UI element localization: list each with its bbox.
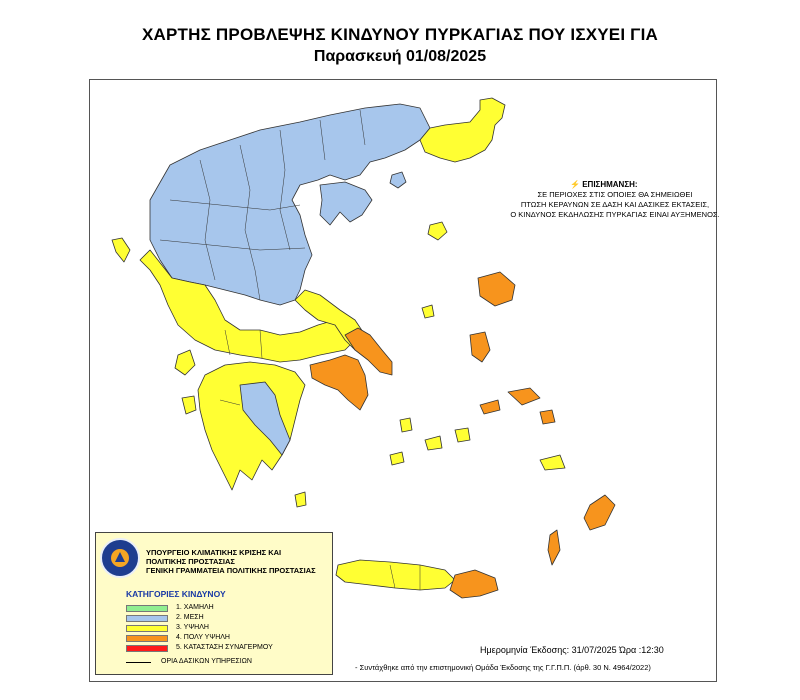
island-kefalonia [175,350,195,375]
ministry-line-2: ΠΟΛΙΤΙΚΗΣ ΠΡΟΣΤΑΣΙΑΣ [146,557,235,566]
legend-label-very-high: 4. ΠΟΛΥ ΥΨΗΛΗ [176,634,230,641]
island-kythira [295,492,306,507]
region-northern-greece [150,104,430,305]
legend-swatch-alert [126,645,168,652]
island-karpathos [548,530,560,565]
legend-label-low: 1. ΧΑΜΗΛΗ [176,604,214,611]
civil-protection-logo [100,538,140,578]
island-skyros [422,305,434,318]
island-chios [470,332,490,362]
warning-line-3: Ο ΚΙΝΔΥΝΟΣ ΕΚΔΗΛΩΣΗΣ ΠΥΡΚΑΓΙΑΣ ΕΙΝΑΙ ΑΥΞΗΜΕΝΟΣ. [510,210,720,219]
ministry-line-1: ΥΠΟΥΡΓΕΙΟ ΚΛΙΜΑΤΙΚΗΣ ΚΡΙΣΗΣ ΚΑΙ [146,548,282,557]
region-crete-west [336,560,455,590]
island-zakynthos [182,396,196,414]
warning-line-2: ΠΤΩΣΗ ΚΕΡΑΥΝΩΝ ΣΕ ΔΑΣΗ ΚΑΙ ΔΑΣΙΚΕΣ ΕΚΤΑΣΕΙΣ, [520,200,710,209]
ministry-line-3: ΓΕΝΙΚΗ ΓΡΑΜΜΑΤΕΙΑ ΠΟΛΙΤΙΚΗΣ ΠΡΟΣΤΑΣΙΑΣ [146,566,316,575]
region-attica [310,355,368,410]
region-peloponnese [198,362,305,490]
issue-date: Ημερομηνία Έκδοσης: 31/07/2025 Ώρα :12:30 [480,645,664,655]
legend-swatch-very-high [126,635,168,642]
lightning-icon: ⚡ [570,180,580,189]
map-title: ΧΑΡΤΗΣ ΠΡΟΒΛΕΨΗΣ ΚΙΝΔΥΝΟΥ ΠΥΡΚΑΓΙΑΣ ΠΟΥ ΙΣΧΥΕΙ ΓΙΑ [141,25,658,44]
categories-title: ΚΑΤΗΓΟΡΙΕΣ ΚΙΝΔΥΝΟΥ [126,589,226,599]
island-corfu [112,238,130,262]
legend-swatch-medium [126,615,168,622]
island-cyclades-4 [390,452,404,465]
region-chalkidiki [320,182,372,225]
forest-border-line [126,662,151,663]
region-crete-east [450,570,498,598]
island-dodecanese-2 [540,455,565,470]
compiled-note: - Συντάχθηκε από την επιστημονική Ομάδα Έκδοσης της Γ.Γ.Π.Π. (άρθ. 30 Ν. 4964/2022) [355,663,651,672]
legend-label-medium: 2. ΜΕΣΗ [176,614,204,621]
island-rhodes [584,495,615,530]
island-lemnos [428,222,447,240]
warning-heading: ΕΠΙΣΗΜΑΝΣΗ: [582,180,638,189]
map-date: Παρασκευή 01/08/2025 [313,48,487,65]
island-cyclades-1 [400,418,412,432]
ministry-name [146,548,316,575]
island-lesvos [478,272,515,306]
island-dodecanese-1 [540,410,555,424]
legend-swatch-high [126,625,168,632]
island-ikaria [480,400,500,414]
island-samos [508,388,540,405]
legend-swatch-low [126,605,168,612]
region-thrace [420,98,505,162]
island-cyclades-3 [455,428,470,442]
island-thasos [390,172,406,188]
legend-label-alert: 5. ΚΑΤΑΣΤΑΣΗ ΣΥΝΑΓΕΡΜΟΥ [176,644,273,651]
legend-label-high: 3. ΥΨΗΛΗ [176,624,209,631]
warning-line-1: ΣΕ ΠΕΡΙΟΧΕΣ ΣΤΙΣ ΟΠΟΙΕΣ ΘΑ ΣΗΜΕΙΩΘΕΙ [537,190,693,199]
island-cyclades-2 [425,436,442,450]
legend [95,532,333,675]
lightning-warning [500,180,730,220]
forest-border-label: ΟΡΙΑ ΔΑΣΙΚΩΝ ΥΠΗΡΕΣΙΩΝ [161,658,252,665]
